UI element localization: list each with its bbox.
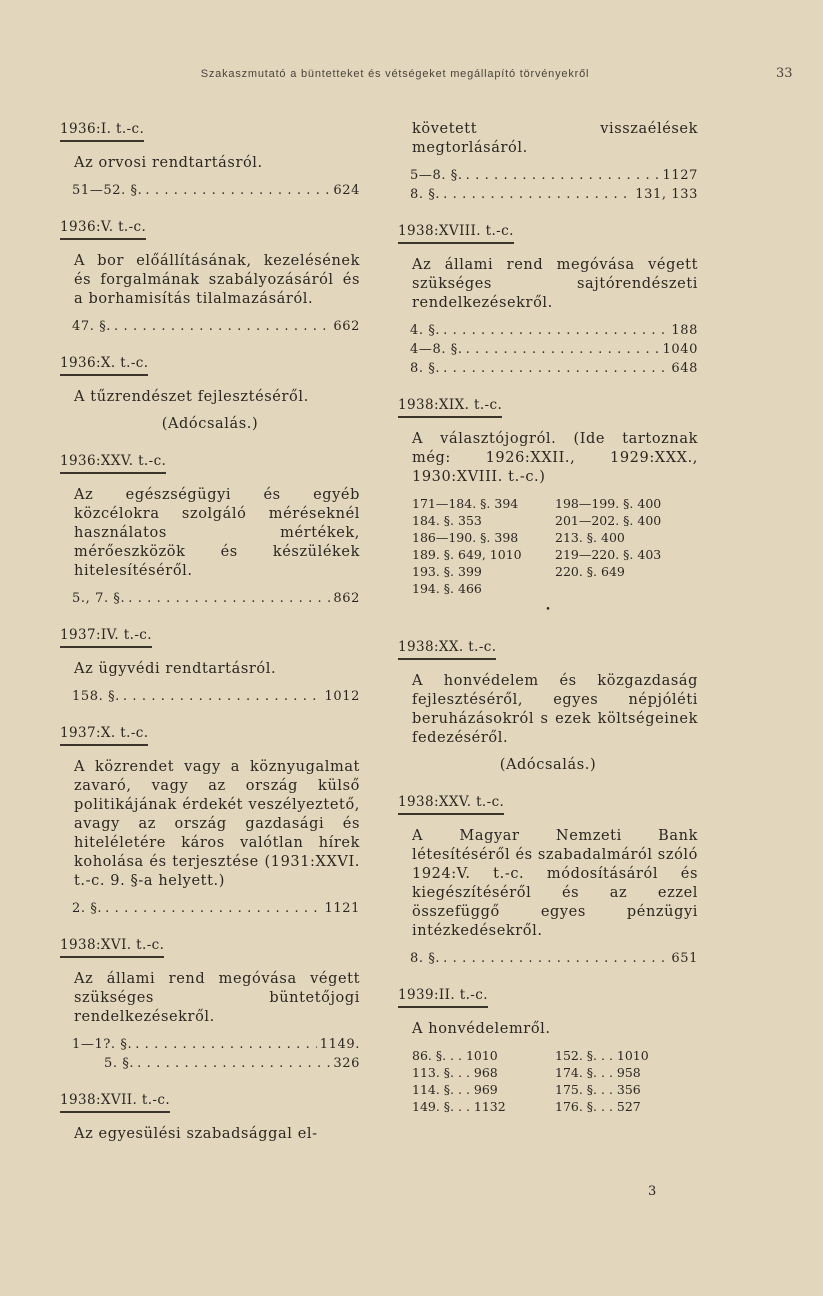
- leader-dots: [105, 899, 321, 918]
- section-ref: [72, 317, 360, 336]
- page-ref: 662: [333, 319, 360, 334]
- page-ref: 624: [333, 183, 360, 198]
- page-ref: 326: [333, 1056, 360, 1071]
- section-ref: [410, 340, 698, 359]
- index-item: 219—220. §. 403: [555, 547, 662, 562]
- section-ref: [104, 1054, 360, 1073]
- index-item: 174. §. . . 958: [555, 1065, 641, 1080]
- section-index-table: [412, 495, 698, 597]
- index-column: [555, 495, 698, 597]
- section-ref: [410, 321, 698, 340]
- section-ref: [72, 1035, 360, 1054]
- leader-dots: [443, 185, 632, 204]
- law-heading: 1939:II. t.-c.: [398, 986, 488, 1008]
- law-title: Az állami rend megóvása végett szükséges büntetőjogi rendelkezésekről.: [74, 971, 360, 1025]
- law-title: Az állami rend megóvása végett szükséges sajtórendészeti rendelkezésekről.: [412, 257, 698, 311]
- section-number: 4. §.: [410, 323, 441, 338]
- section-number: 47. §.: [72, 319, 112, 334]
- law-heading: 1936:I. t.-c.: [60, 120, 144, 142]
- section-ref: [72, 181, 360, 200]
- page-ref: 651: [671, 951, 698, 966]
- index-item: 213. §. 400: [555, 530, 625, 545]
- law-title: Az egészségügyi és egyéb közcélokra szolgáló méréseknél használatos mértékek, mérőeszközök és készülékek hitelesítéséről.: [74, 487, 360, 579]
- law-heading: 1937:IV. t.-c.: [60, 626, 152, 648]
- page-ref: 648: [671, 361, 698, 376]
- law-heading: 1938:XIX. t.-c.: [398, 396, 502, 418]
- index-item: 171—184. §. 394: [412, 496, 519, 511]
- index-item: 152. §. . . 1010: [555, 1048, 649, 1063]
- page-number: 33: [776, 66, 793, 81]
- law-title: A tűzrendészet fejlesztéséről.: [74, 389, 309, 405]
- section-number: 5., 7. §.: [72, 591, 126, 606]
- left-column: [60, 120, 360, 1162]
- index-item: 86. §. . . 1010: [412, 1048, 498, 1063]
- leader-dots: [135, 1035, 317, 1054]
- law-entry: [60, 626, 360, 706]
- law-heading: 1936:XXV. t.-c.: [60, 452, 166, 474]
- index-item: 189. §. 649, 1010: [412, 547, 522, 562]
- index-item: 193. §. 399: [412, 564, 482, 579]
- index-item: 220. §. 649: [555, 564, 625, 579]
- index-column: [555, 1047, 698, 1115]
- section-number: 8. §.: [410, 187, 441, 202]
- law-note: (Adócsalás.): [161, 416, 259, 432]
- law-entry: [60, 120, 360, 200]
- law-heading: 1938:XXV. t.-c.: [398, 793, 504, 815]
- index-item: 186—190. §. 398: [412, 530, 519, 545]
- law-entry: [60, 218, 360, 336]
- law-entry: [398, 120, 698, 204]
- section-number: 158. §.: [72, 689, 120, 704]
- law-title: A bor előállításának, kezelésének és forgalmának szabályozásáról és a borhamisítás tilalmazásáról.: [74, 253, 360, 307]
- law-heading: 1936:X. t.-c.: [60, 354, 148, 376]
- section-number: 51—52. §.: [72, 183, 143, 198]
- leader-dots: [128, 589, 330, 608]
- law-entry: [398, 986, 698, 1115]
- index-item: 194. §. 466: [412, 581, 482, 596]
- section-number: 5. §.: [104, 1056, 135, 1071]
- law-title: Az ügyvédi rendtartásról.: [74, 661, 277, 677]
- index-item: 184. §. 353: [412, 513, 482, 528]
- law-title: követett visszaélések megtorlásáról.: [412, 121, 698, 156]
- law-title: A honvédelemről.: [412, 1021, 551, 1037]
- law-entry: [60, 936, 360, 1073]
- law-entry: [60, 1091, 360, 1144]
- leader-dots: [114, 317, 330, 336]
- running-header: Szakaszmutató a büntetteket és vétségeket megállapító törvényekről: [200, 68, 590, 80]
- section-number: 8. §.: [410, 361, 441, 376]
- section-ref: [72, 899, 360, 918]
- page-ref: 1127: [662, 168, 698, 183]
- law-entry: [398, 396, 698, 620]
- index-column: [412, 495, 555, 597]
- leader-dots: [443, 359, 668, 378]
- section-number: 5—8. §.: [410, 168, 463, 183]
- leader-dots: [466, 166, 660, 185]
- section-number: 4—8. §.: [410, 342, 463, 357]
- section-ref: [410, 359, 698, 378]
- law-title: A Magyar Nemzeti Bank létesítéséről és szabadalmáról szóló 1924:V. t.-c. módosításáról és kiegészítéséről és az ezzel összefüggő egyes pénzügyi intézkedésekről.: [412, 828, 698, 939]
- leader-dots: [443, 321, 668, 340]
- page-ref: 131, 133: [635, 187, 698, 202]
- page-ref: 188: [671, 323, 698, 338]
- law-title: Az orvosi rendtartásról.: [74, 155, 263, 171]
- law-heading: 1938:XX. t.-c.: [398, 638, 496, 660]
- section-ref: [72, 589, 360, 608]
- leader-dots: [137, 1054, 330, 1073]
- law-entry: [60, 724, 360, 918]
- index-item: 175. §. . . 356: [555, 1082, 641, 1097]
- section-number: 1—1?. §.: [72, 1037, 133, 1052]
- page-ref: 1040: [662, 342, 698, 357]
- section-ref: [72, 687, 360, 706]
- bullet-icon: •: [545, 605, 551, 615]
- law-entry: [398, 638, 698, 775]
- leader-dots: [443, 949, 668, 968]
- index-item: 198—199. §. 400: [555, 496, 662, 511]
- section-ref: [410, 185, 698, 204]
- section-ref: [410, 166, 698, 185]
- law-entry: [60, 452, 360, 608]
- law-entry: [398, 222, 698, 378]
- law-heading: 1938:XVIII. t.-c.: [398, 222, 514, 244]
- index-item: 114. §. . . 969: [412, 1082, 498, 1097]
- law-entry: [398, 793, 698, 968]
- section-number: 2. §.: [72, 901, 103, 916]
- law-note: (Adócsalás.): [499, 757, 597, 773]
- section-ref: [410, 949, 698, 968]
- law-heading: 1936:V. t.-c.: [60, 218, 146, 240]
- signature-mark: 3: [648, 1184, 657, 1199]
- index-item: 149. §. . . 1132: [412, 1099, 506, 1114]
- index-item: 201—202. §. 400: [555, 513, 662, 528]
- law-title: A közrendet vagy a köznyugalmat zavaró, vagy az ország külső politikájának érdekét veszélyeztető, avagy az ország gazdasági és hiteléletére káros valótlan hírek koholása és terjesztése (1931:XXVI. t.-c. 9. §-a helyett.): [74, 759, 360, 889]
- page-ref: 1121: [324, 901, 360, 916]
- law-heading: 1938:XVI. t.-c.: [60, 936, 164, 958]
- law-entry: [60, 354, 360, 434]
- leader-dots: [145, 181, 330, 200]
- index-item: 176. §. . . 527: [555, 1099, 641, 1114]
- index-item: 113. §. . . 968: [412, 1065, 498, 1080]
- law-title: A választójogról. (Ide tartoznak még: 1926:XXII., 1929:XXX., 1930:XVIII. t.-c.): [412, 431, 698, 485]
- leader-dots: [466, 340, 660, 359]
- law-title: A honvédelem és közgazdaság fejlesztéséről, egyes népjóléti beruházásokról s ezek költségeinek fedezéséről.: [412, 673, 698, 746]
- page-ref: 1149.: [319, 1037, 360, 1052]
- leader-dots: [123, 687, 322, 706]
- law-title: Az egyesülési szabadsággal el-: [74, 1126, 318, 1142]
- index-column: [412, 1047, 555, 1115]
- page-ref: 862: [333, 591, 360, 606]
- right-column: [398, 120, 698, 1133]
- section-number: 8. §.: [410, 951, 441, 966]
- page-ref: 1012: [324, 689, 360, 704]
- section-index-table: [412, 1047, 698, 1115]
- law-heading: 1937:X. t.-c.: [60, 724, 148, 746]
- law-heading: 1938:XVII. t.-c.: [60, 1091, 170, 1113]
